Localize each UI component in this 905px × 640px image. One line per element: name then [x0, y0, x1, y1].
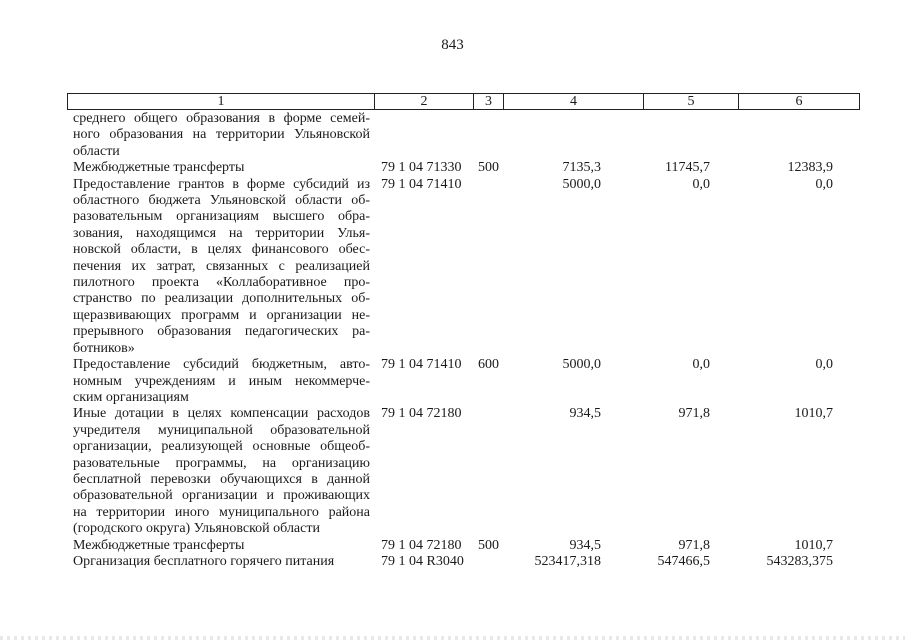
- table-header-row: [67, 93, 860, 110]
- row-name-line: прерывного образования педагогических ра-: [73, 324, 370, 340]
- row-value-col5: 971,8: [678, 537, 710, 553]
- row-name-line: области: [73, 143, 120, 159]
- row-name-line: на территории иного муниципального района: [73, 504, 370, 520]
- table-header-col-5: 5: [643, 94, 738, 109]
- row-name-line: странство по реализации дополнительных об-: [73, 291, 370, 307]
- row-name-line: бесплатной перевозки обучающихся в данной: [73, 471, 370, 487]
- row-value-col6: 543283,375: [766, 553, 833, 569]
- row-name: [73, 160, 370, 176]
- row-name-line: разовательным организациям высшего обра-: [73, 209, 370, 225]
- row-name: [73, 554, 370, 570]
- row-name-line: образовательной организации и проживающих: [73, 488, 370, 504]
- row-value-col4: 7135,3: [562, 160, 601, 176]
- row-value-col6: 0,0: [815, 176, 833, 192]
- page-number: 843: [441, 37, 464, 53]
- row-code: 79 1 04 71330: [381, 160, 462, 176]
- row-vr: 600: [478, 357, 499, 373]
- row-name-line: Иные дотации в целях компенсации расходов: [73, 406, 370, 422]
- table-header-col-4: 4: [503, 94, 643, 109]
- row-value-col4: 5000,0: [562, 357, 601, 373]
- table-row: [0, 538, 905, 554]
- table-header-col-6: 6: [738, 94, 859, 109]
- row-value-col6: 1010,7: [794, 537, 833, 553]
- row-name-line: ским организациям: [73, 389, 189, 405]
- row-name-line: Межбюджетные трансферты: [73, 537, 245, 553]
- table-header-col-1: 1: [217, 94, 225, 109]
- row-value-col5: 0,0: [692, 176, 710, 192]
- row-value-col4: 934,5: [569, 406, 601, 422]
- table-header-col-2: 2: [374, 94, 473, 109]
- row-name-line: областного бюджета Ульяновской области об-: [73, 193, 370, 209]
- row-code: 79 1 04 72180: [381, 537, 462, 553]
- table-row: [0, 111, 905, 160]
- row-code: 79 1 04 71410: [381, 357, 462, 373]
- scan-edge-artifact: [0, 636, 905, 640]
- row-value-col4: 523417,318: [534, 553, 601, 569]
- row-name-line: Организация бесплатного горячего питания: [73, 553, 335, 569]
- row-code: 79 1 04 R3040: [381, 553, 464, 569]
- row-name-line: номным учреждениям и иным некоммерче-: [73, 373, 370, 389]
- row-name-line: щеразвивающих программ и организации не-: [73, 307, 370, 323]
- row-value-col5: 11745,7: [665, 160, 710, 176]
- table-body: [0, 111, 905, 570]
- row-vr: 500: [478, 537, 499, 553]
- row-name: [73, 538, 370, 554]
- row-vr: 500: [478, 160, 499, 176]
- row-name-line: Предоставление субсидий бюджетным, авто-: [73, 357, 370, 373]
- row-name: [73, 111, 370, 160]
- row-value-col6: 0,0: [815, 357, 833, 373]
- row-value-col5: 0,0: [692, 357, 710, 373]
- row-name-line: среднего общего образования в форме семей-: [73, 111, 370, 126]
- row-name-line: новской области, в целях финансового обес-: [73, 242, 370, 258]
- row-name-line: Предоставление грантов в форме субсидий из: [73, 176, 370, 192]
- table-header-col-3: 3: [473, 94, 503, 109]
- row-name-line: ного образования на территории Ульяновской: [73, 127, 370, 143]
- row-value-col4: 5000,0: [562, 176, 601, 192]
- row-name-line: зования, находящимся на территории Улья-: [73, 225, 370, 241]
- row-value-col6: 12383,9: [787, 160, 833, 176]
- row-name: [73, 406, 370, 537]
- row-name-line: учредителя муниципальной образовательной: [73, 422, 370, 438]
- row-code: 79 1 04 71410: [381, 176, 462, 192]
- table-row: [0, 554, 905, 570]
- table-row: [0, 160, 905, 176]
- table-row: [0, 357, 905, 406]
- row-name: [73, 357, 370, 406]
- row-name-line: пилотного проекта «Коллаборативное про-: [73, 275, 370, 291]
- table-row: [0, 177, 905, 357]
- row-code: 79 1 04 72180: [381, 406, 462, 422]
- row-name: [73, 177, 370, 357]
- row-name-line: разовательные программы, на организацию: [73, 455, 370, 471]
- row-value-col4: 934,5: [569, 537, 601, 553]
- row-name-line: (городского округа) Ульяновской области: [73, 521, 320, 537]
- row-name-line: ботников»: [73, 340, 135, 356]
- row-value-col5: 971,8: [678, 406, 710, 422]
- row-name-line: организации, реализующей основные общеоб-: [73, 439, 370, 455]
- row-name-line: Межбюджетные трансферты: [73, 160, 245, 176]
- row-value-col5: 547466,5: [657, 553, 710, 569]
- row-value-col6: 1010,7: [794, 406, 833, 422]
- row-name-line: печения их затрат, связанных с реализацией: [73, 258, 370, 274]
- table-row: [0, 406, 905, 537]
